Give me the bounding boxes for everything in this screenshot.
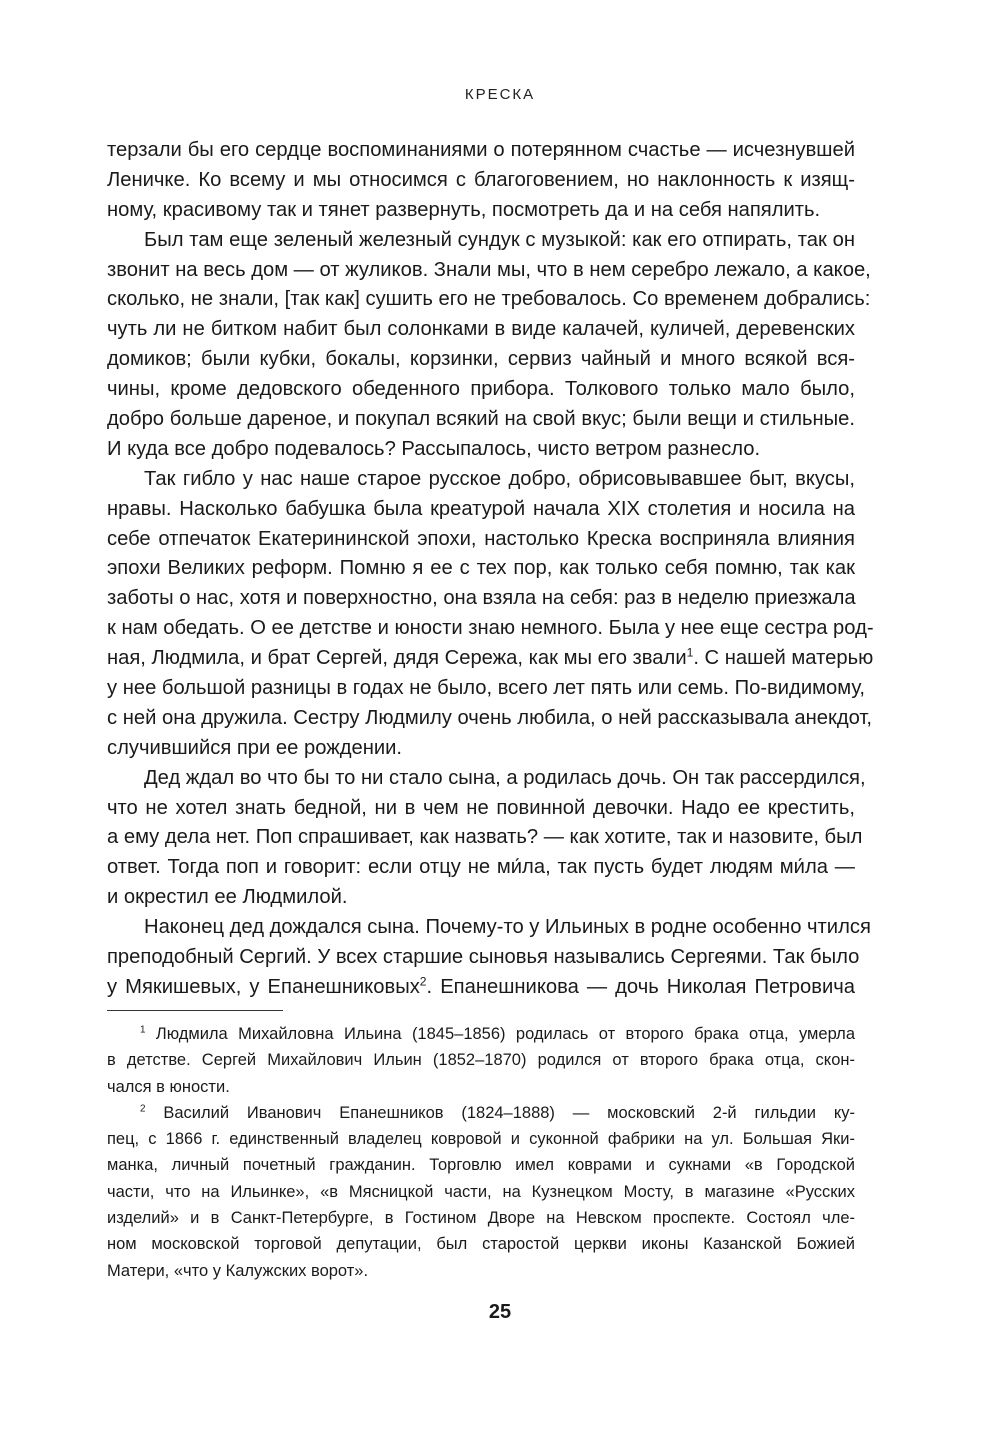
footnotes — [107, 1021, 855, 1284]
footnote-line: Матери, «что у Калужских ворот». — [107, 1261, 369, 1280]
main-text — [107, 136, 874, 1003]
text-segment: у Мякишевых, у Епанешниковых — [107, 975, 420, 998]
text-line: добро больше дареное, и покупал всякий на свой вкус; были вещи и стильные. — [107, 408, 855, 431]
footnote-ref-1[interactable]: 1 — [686, 645, 694, 660]
footnote-number: 1 — [140, 1024, 146, 1036]
footnote-line: части, что на Ильинке», «в Мясницкой части, на Кузнецком Мосту, в магазине «Русских — [107, 1182, 855, 1201]
footnote-line: манка, личный почетный гражданин. Торговлю имел коврами и сукнами «в Городской — [107, 1156, 855, 1175]
text-segment: Епанешникова — дочь Николая Петровича — [440, 975, 855, 998]
text-line: Леничке. Ко всему и мы относимся с благоговением, но наклонность к изящ- — [107, 168, 855, 191]
text-line: эпохи Великих реформ. Помню я ее с тех пор, как только себя помню, так как — [107, 557, 855, 580]
text-line: и окрестил ее Людмилой. — [107, 886, 348, 909]
paragraph-4 — [107, 764, 866, 913]
text-line-with-footnote — [107, 644, 874, 674]
footnote-line: чался в юности. — [107, 1077, 230, 1096]
text-line: терзали бы его сердце воспоминаниями о потерянном счастье — исчезнувшей — [107, 139, 855, 161]
text-line: звонит на весь дом — от жуликов. Знали мы, что в нем серебро лежало, а какое, — [107, 258, 871, 281]
text-line: себе отпечаток Екатерининской эпохи, настолько Креска восприняла влияния — [107, 527, 855, 550]
footnote-line: пец, с 1866 г. единственный владелец ковровой и суконной фабрики на ул. Большая Яки- — [107, 1130, 855, 1149]
footnote-line: в детстве. Сергей Михайлович Ильин (1852–1870) родился от второго брака отца, скон- — [107, 1051, 855, 1070]
text-line: Так гибло у нас наше старое русское добро, обрисовывавшее быт, вкусы, — [144, 467, 855, 490]
paragraph-1 — [107, 136, 855, 226]
footnote-line: изделий» и в Санкт-Петербурге, в Гостином Дворе на Невском проспекте. Состоял чле- — [107, 1209, 855, 1228]
text-line: преподобный Сергий. У всех старшие сыновья назывались Сергеями. Так было — [107, 946, 860, 969]
text-segment: Людмила Михайловна Ильина (1845–1856) родилась от второго брака отца, умерла — [145, 1025, 855, 1043]
text-line: ному, красивому так и тянет развернуть, посмотреть да и на себя напялить. — [107, 198, 821, 221]
page-number: 25 — [488, 1301, 512, 1323]
text-line-with-footnote: у Мякишевых, у Епанешниковых$^2$. Епанешникова — дочь Николая Петровича — [107, 974, 855, 998]
footnote-1 — [107, 1021, 855, 1100]
text-segment: . С нашей матерью — [693, 647, 874, 670]
text-line: чуть ли не битком набит был солонками в виде калачей, куличей, деревенских — [107, 318, 855, 341]
footnote-number: 2 — [140, 1103, 146, 1115]
text-line: а ему дела нет. Поп спрашивает, как назвать? — как хотите, так и назовите, был — [107, 826, 863, 849]
text-line: с ней она дружила. Сестру Людмилу очень любила, о ней рассказывала анекдот, — [107, 706, 873, 729]
text-line: сколько, не знали, [так как] сушить его не требовалось. Со временем добрались: — [107, 288, 871, 311]
footnote-ref-2[interactable]: 2 — [419, 974, 427, 989]
text-line: И куда все добро подевалось? Рассыпалось, чисто ветром разнесло. — [107, 437, 761, 460]
footnote-line — [107, 1100, 855, 1126]
text-line: что не хотел знать бедной, ни в чем не повинной девочки. Надо ее крестить, — [107, 796, 855, 819]
text-line: Был там еще зеленый железный сундук с музыкой: как его отпирать, так он — [144, 228, 855, 251]
text-line: заботы о нас, хотя и поверхностно, она взяла на себя: раз в неделю приезжала — [107, 587, 856, 610]
text-line: Наконец дед дождался сына. Почему-то у Ильиных в родне особенно чтился — [144, 916, 871, 939]
text-line: Дед ждал во что бы то ни стало сына, а родилась дочь. Он так рассердился, — [144, 766, 866, 789]
paragraph-3 — [107, 465, 874, 764]
footnote-line — [107, 1021, 855, 1047]
text-line: нравы. Насколько бабушка была креатурой начала XIX столетия и носила на — [107, 497, 855, 520]
paragraph-5 — [107, 913, 871, 1003]
text-segment: Василий Иванович Епанешников (1824–1888) — московский 2-й гильдии ку- — [145, 1103, 855, 1122]
text-line: ответ. Тогда поп и говорит: если отцу не ми́ла, так пусть будет людям ми́ла — — [107, 856, 855, 879]
footnote-line: ном московской торговой депутации, был старостой церкви иконы Казанской Божией — [107, 1235, 855, 1254]
paragraph-2 — [107, 226, 871, 465]
running-title: КРЕСКА — [464, 86, 536, 103]
footnote-2 — [107, 1100, 855, 1284]
text-line: домиков; были кубки, бокалы, корзинки, сервиз чайный и много всякой вся- — [107, 348, 855, 371]
text-line: чины, кроме дедовского обеденного прибора. Толкового только мало было, — [107, 378, 855, 401]
text-segment: ная, Людмила, и брат Сергей, дядя Сережа, как мы его звали — [107, 647, 687, 670]
text-line: к нам обедать. О ее детстве и юности знаю немного. Была у нее еще сестра род- — [107, 617, 874, 640]
footnote-divider — [107, 1010, 283, 1011]
text-line: у нее большой разницы в годах не было, всего лет пять или семь. По-видимому, — [107, 677, 865, 700]
text-line: случившийся при ее рождении. — [107, 736, 403, 759]
